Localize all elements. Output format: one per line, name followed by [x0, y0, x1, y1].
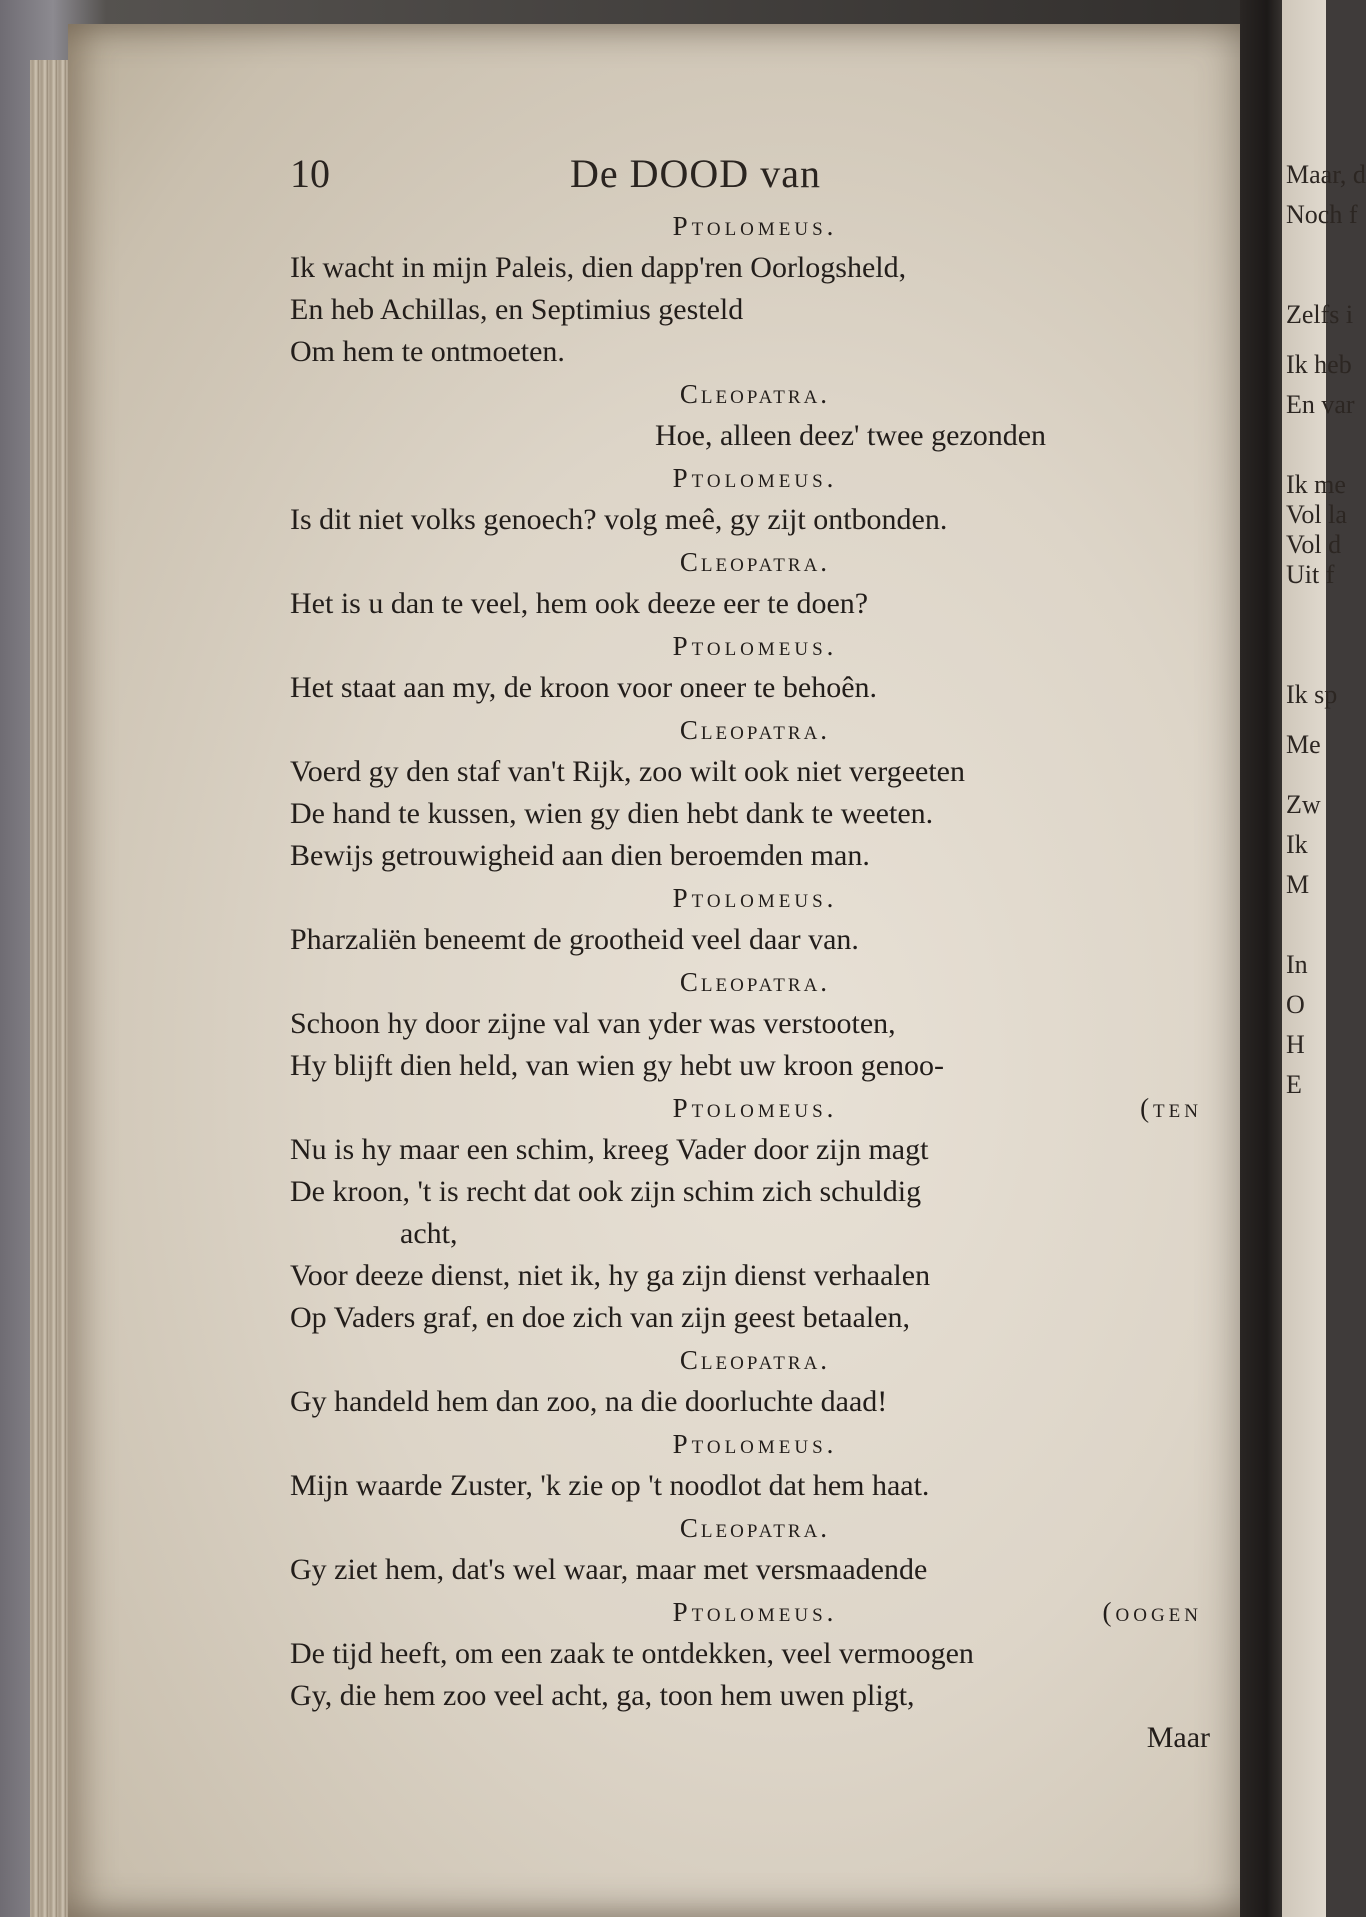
speaker-name: Cleopatra.	[679, 715, 831, 745]
speaker-heading	[290, 205, 1220, 247]
speaker-heading	[290, 1339, 1220, 1381]
verse-text: Bewijs getrouwigheid aan dien beroemden man.	[290, 839, 870, 872]
verse-text: Het staat aan my, de kroon voor oneer te behoên.	[290, 671, 878, 704]
verse-line	[290, 1297, 1220, 1339]
speaker-heading	[290, 1591, 1220, 1633]
verse-text: Gy ziet hem, dat's wel waar, maar met versmaadende	[290, 1553, 928, 1586]
verse-text: Schoon hy door zijne val van yder was verstooten,	[290, 1007, 896, 1040]
facing-page-text: Ik heb	[1286, 350, 1352, 379]
facing-page-text: Zw	[1286, 790, 1321, 819]
verse-line	[290, 247, 1220, 289]
facing-page-text: Zelfs i	[1286, 300, 1354, 329]
verse-text: Is dit niet volks genoech? volg meê, gy zijt ontbonden.	[290, 503, 948, 536]
speaker-heading	[290, 1507, 1220, 1549]
turnover-fragment: (oogen	[1102, 1597, 1202, 1627]
speaker-name: Cleopatra.	[679, 1345, 831, 1375]
facing-page-text: Noch f	[1286, 200, 1358, 229]
verse-line	[290, 1549, 1220, 1591]
facing-page-text: Ik sp	[1286, 680, 1338, 709]
verse-text: Het is u dan te veel, hem ook deeze eer te doen?	[290, 587, 869, 620]
verse-line	[290, 1675, 1220, 1717]
verse-text: Nu is hy maar een schim, kreeg Vader door zijn magt	[290, 1133, 929, 1166]
verse-text: acht,	[400, 1217, 458, 1250]
facing-page-text: Uit f	[1286, 560, 1335, 589]
speaker-name: Cleopatra.	[679, 379, 831, 409]
verse-text: De kroon, 't is recht dat ook zijn schim zich schuldig	[290, 1175, 922, 1208]
facing-page-text: En var	[1286, 390, 1355, 419]
verse-line	[290, 667, 1220, 709]
facing-page-text: Ik me	[1286, 470, 1346, 499]
book-gutter	[1240, 0, 1285, 1917]
verse-text: Voerd gy den staf van't Rijk, zoo wilt ook niet vergeeten	[290, 755, 965, 788]
speaker-name: Cleopatra.	[679, 1513, 831, 1543]
verse-line	[290, 1381, 1220, 1423]
speaker-heading	[290, 1423, 1220, 1465]
verse-line	[290, 583, 1220, 625]
verse-text: Voor deeze dienst, niet ik, hy ga zijn dienst verhaalen	[290, 1259, 931, 1292]
catchword-text: Maar	[1146, 1721, 1210, 1754]
facing-page-text: Vol la	[1286, 500, 1347, 529]
verse-line	[290, 793, 1220, 835]
verse-line	[290, 499, 1220, 541]
speaker-name: Cleopatra.	[679, 967, 831, 997]
verse-line	[290, 1045, 1220, 1087]
verse-line	[290, 1633, 1220, 1675]
verse-line	[290, 1255, 1220, 1297]
verse-text: Hy blijft dien held, van wien gy hebt uw kroon genoo-	[290, 1049, 945, 1082]
speaker-heading	[290, 709, 1220, 751]
speaker-name: Ptolomeus.	[672, 883, 838, 913]
verse-text: De tijd heeft, om een zaak te ontdekken, veel vermoogen	[290, 1637, 974, 1670]
verse-line	[290, 919, 1220, 961]
verse-text: Mijn waarde Zuster, 'k zie op 't noodlot dat hem haat.	[290, 1469, 930, 1502]
turnover-fragment: (ten	[1140, 1093, 1202, 1123]
verse-line	[290, 415, 1220, 457]
play-text	[290, 205, 1220, 1759]
verse-text: De hand te kussen, wien gy dien hebt dank te weeten.	[290, 797, 934, 830]
speaker-name: Ptolomeus.	[672, 1597, 838, 1627]
facing-page-text: O	[1286, 990, 1305, 1019]
verse-line	[290, 1129, 1220, 1171]
speaker-heading	[290, 961, 1220, 1003]
facing-page-text: M	[1286, 870, 1310, 899]
verse-text: Hoe, alleen deez' twee gezonden	[655, 419, 1047, 452]
speaker-name: Ptolomeus.	[672, 211, 838, 241]
catchword	[290, 1717, 1220, 1759]
speaker-name: Cleopatra.	[679, 547, 831, 577]
speaker-heading	[290, 541, 1220, 583]
verse-text: En heb Achillas, en Septimius gesteld	[290, 293, 744, 326]
speaker-heading	[290, 625, 1220, 667]
running-head	[290, 150, 950, 210]
facing-page-text: In	[1286, 950, 1308, 979]
running-title: De DOOD van	[570, 151, 821, 196]
verse-text: Gy, die hem zoo veel acht, ga, toon hem uwen pligt,	[290, 1679, 915, 1712]
speaker-name: Ptolomeus.	[672, 631, 838, 661]
verse-line	[290, 751, 1220, 793]
facing-page-text: Vol d	[1286, 530, 1342, 559]
verse-continuation	[290, 1213, 1220, 1255]
speaker-heading	[290, 373, 1220, 415]
facing-page-text: Me	[1286, 730, 1321, 759]
speaker-name: Ptolomeus.	[672, 463, 838, 493]
verse-line	[290, 1171, 1220, 1213]
verse-line	[290, 835, 1220, 877]
verse-text: Om hem te ontmoeten.	[290, 335, 565, 368]
verse-line	[290, 1003, 1220, 1045]
speaker-name: Ptolomeus.	[672, 1093, 838, 1123]
facing-page-text: Maar, d	[1286, 160, 1366, 189]
speaker-heading	[290, 877, 1220, 919]
verse-text: Op Vaders graf, en doe zich van zijn geest betaalen,	[290, 1301, 911, 1334]
facing-page-text: E	[1286, 1070, 1302, 1099]
speaker-name: Ptolomeus.	[672, 1429, 838, 1459]
verse-line	[290, 289, 1220, 331]
verse-text: Pharzaliën beneemt de grootheid veel daar van.	[290, 923, 859, 956]
facing-page-fragment	[1282, 0, 1366, 1917]
speaker-heading	[290, 1087, 1220, 1129]
verse-text: Gy handeld hem dan zoo, na die doorluchte daad!	[290, 1385, 888, 1418]
speaker-heading	[290, 457, 1220, 499]
facing-page-text: Ik	[1286, 830, 1308, 859]
verse-text: Ik wacht in mijn Paleis, dien dapp'ren Oorlogsheld,	[290, 251, 907, 284]
verse-line	[290, 1465, 1220, 1507]
page-number: 10	[290, 151, 330, 196]
verse-line	[290, 331, 1220, 373]
facing-page-text: H	[1286, 1030, 1305, 1059]
